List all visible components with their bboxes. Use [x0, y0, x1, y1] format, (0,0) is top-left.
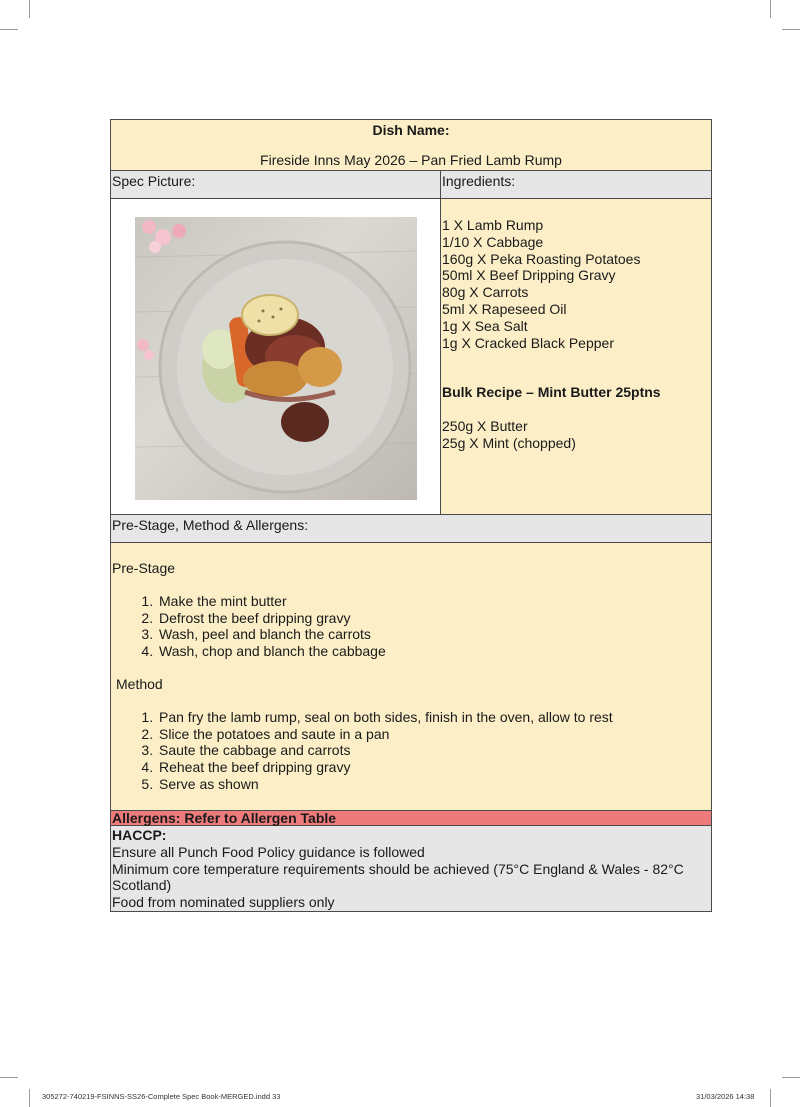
footer-date: 31/03/2026 14:38 — [696, 1092, 755, 1101]
crop-mark — [770, 1089, 771, 1107]
bulk-item: 250g X Butter — [442, 418, 528, 435]
prestage-step: 3. Wash, peel and blanch the carrots — [157, 626, 710, 643]
prestage-step: 1. Make the mint butter — [157, 593, 710, 610]
dish-name-label: Dish Name: — [372, 122, 450, 138]
ingredient-item: 5ml X Rapeseed Oil — [442, 300, 567, 317]
dish-photo — [135, 217, 417, 500]
ingredients-cell — [441, 199, 712, 515]
crop-mark — [770, 0, 771, 18]
footer-file: 305272-740219-FSINNS-SS26-Complete Spec Book-MERGED.indd 33 — [42, 1092, 281, 1101]
haccp-line: Minimum core temperature requirements should be achieved (75°C England & Wales - 82°C Scotland) — [112, 860, 684, 894]
bulk-recipe-title: Bulk Recipe – Mint Butter 25ptns — [442, 384, 661, 401]
haccp-line: Ensure all Punch Food Policy guidance is followed — [112, 843, 425, 860]
bulk-item: 25g X Mint (chopped) — [442, 434, 576, 451]
haccp-label: HACCP: — [112, 827, 167, 843]
crop-mark — [29, 1089, 30, 1107]
ingredient-item: 1g X Cracked Black Pepper — [442, 334, 614, 351]
method-header: Pre-Stage, Method & Allergens: — [111, 515, 712, 543]
crop-mark — [29, 0, 30, 18]
prestage-step: 4. Wash, chop and blanch the cabbage — [157, 643, 710, 660]
prestage-title: Pre-Stage — [112, 560, 176, 576]
allergens-row: Allergens: Refer to Allergen Table — [111, 811, 712, 826]
method-step: 5. Serve as shown — [157, 776, 710, 793]
crop-mark — [0, 29, 18, 30]
ingredients-header: Ingredients: — [441, 171, 712, 199]
ingredient-item: 50ml X Beef Dripping Gravy — [442, 267, 616, 284]
ingredient-item: 160g X Peka Roasting Potatoes — [442, 250, 641, 267]
dish-name-cell — [111, 120, 712, 171]
dish-illustration — [135, 217, 417, 500]
haccp-cell — [111, 826, 712, 912]
method-step: 2. Slice the potatoes and saute in a pan — [157, 726, 710, 743]
ingredient-item: 1g X Sea Salt — [442, 317, 528, 334]
dish-name: Fireside Inns May 2026 – Pan Fried Lamb Rump — [260, 152, 562, 168]
prestage-list — [112, 593, 710, 660]
method-list — [112, 709, 710, 793]
method-step: 1. Pan fry the lamb rump, seal on both sides, finish in the oven, allow to rest — [157, 709, 710, 726]
crop-mark — [782, 29, 800, 30]
method-step: 4. Reheat the beef dripping gravy — [157, 759, 710, 776]
ingredient-item: 1/10 X Cabbage — [442, 233, 544, 250]
crop-mark — [0, 1077, 18, 1078]
ingredient-item: 1 X Lamb Rump — [442, 217, 544, 233]
haccp-line: Food from nominated suppliers only — [112, 894, 335, 911]
ingredient-item: 80g X Carrots — [442, 284, 529, 301]
spec-picture-header: Spec Picture: — [111, 171, 441, 199]
prestage-step: 2. Defrost the beef dripping gravy — [157, 610, 710, 627]
crop-mark — [782, 1077, 800, 1078]
method-step: 3. Saute the cabbage and carrots — [157, 742, 710, 759]
method-cell — [111, 543, 712, 811]
method-title: Method — [116, 675, 163, 692]
